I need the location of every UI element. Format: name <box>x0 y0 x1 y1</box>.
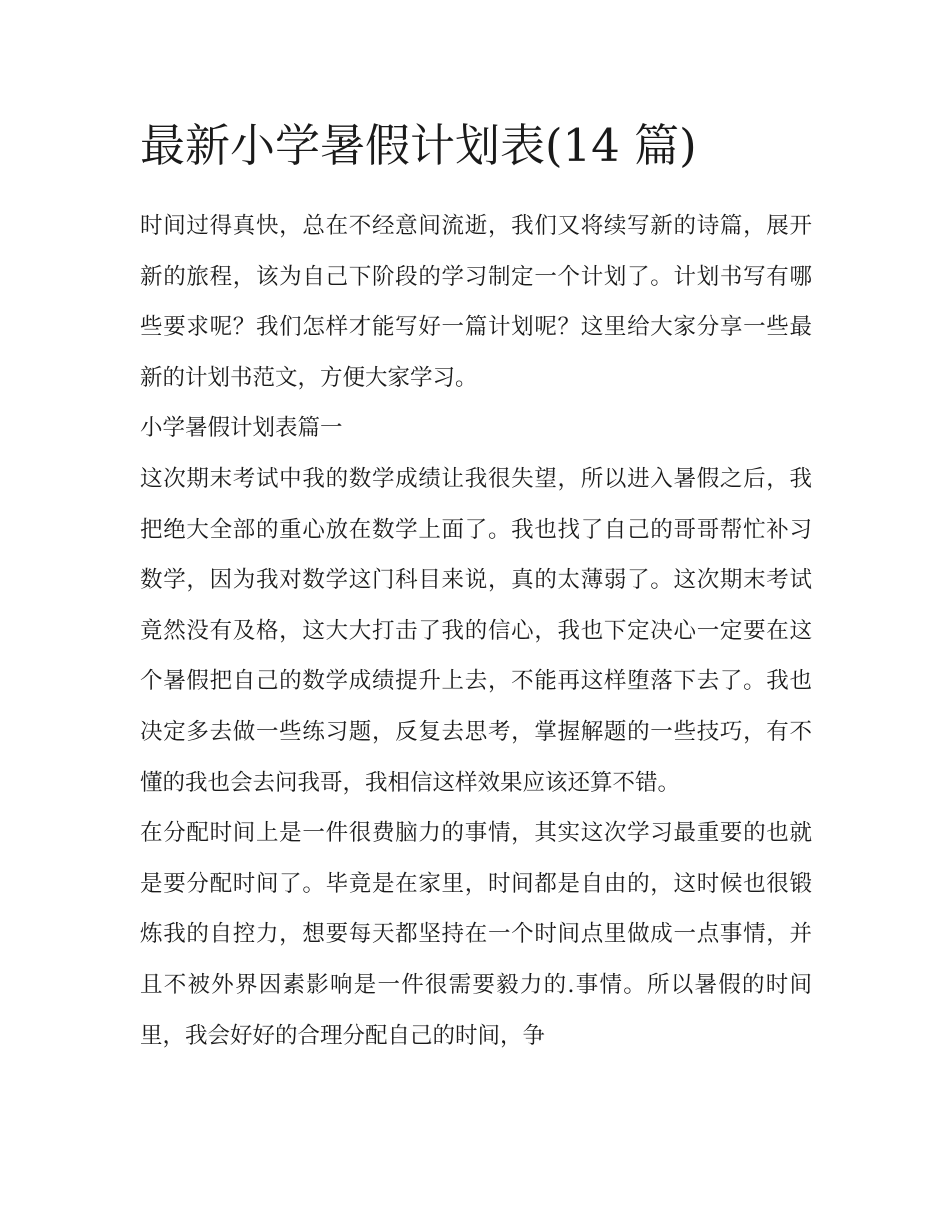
section-heading: 小学暑假计划表篇一 <box>140 415 343 442</box>
document-body <box>140 201 812 1061</box>
document-title: 最新小学暑假计划表(14 篇) <box>140 119 697 172</box>
body-paragraph: 在分配时间上是一件很费脑力的事情，其实这次学习最重要的也就是要分配时间了。毕竟是在家里，时间都是自由的，这时候也很锻炼我的自控力，想要每天都坚持在一个时间点里做成一点事情，并且不被外界因素影响是一件很需要毅力的.事情。所以暑假的时间里，我会好好的合理分配自己的时间，争 <box>140 820 812 1049</box>
body-paragraph: 这次期末考试中我的数学成绩让我很失望，所以进入暑假之后，我把绝大全部的重心放在数学上面了。我也找了自己的哥哥帮忙补习数学，因为我对数学这门科目来说，真的太薄弱了。这次期末考试竟然没有及格，这大大打击了我的信心，我也下定决心一定要在这个暑假把自己的数学成绩提升上去，不能再这样堕落下去了。我也决定多去做一些练习题，反复去思考，掌握解题的一些技巧，有不懂的我也会去问我哥，我相信这样效果应该还算不错。 <box>140 465 812 796</box>
intro-paragraph: 时间过得真快，总在不经意间流逝，我们又将续写新的诗篇，展开新的旅程，该为自己下阶段的学习制定一个计划了。计划书写有哪些要求呢？我们怎样才能写好一篇计划呢？这里给大家分享一些最新的计划书范文，方便大家学习。 <box>140 213 812 391</box>
